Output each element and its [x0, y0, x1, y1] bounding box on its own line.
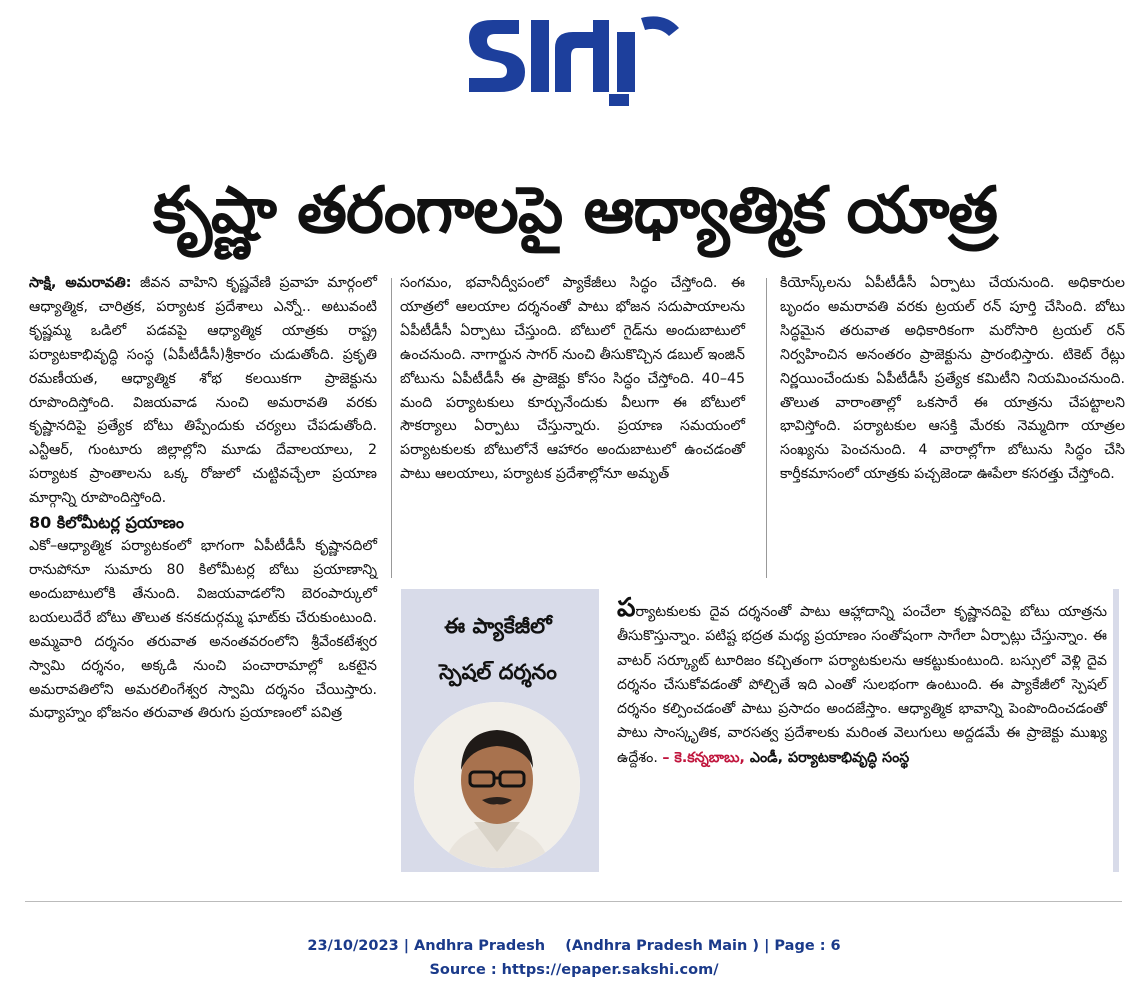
masthead: [0, 8, 1148, 110]
article-column-2: [400, 272, 745, 487]
quote-box-title-line: స్పెషల్ దర్శనం: [439, 660, 557, 684]
quote-box-title: [413, 603, 583, 695]
portrait-image: [414, 702, 580, 868]
drop-cap: ప: [617, 593, 636, 623]
quote-attribution-role: ఎండీ, పర్యాటకాభివృద్ధి సంస్థ: [744, 749, 910, 766]
subheading: 80 కిలోమీటర్ల ప్రయాణం: [29, 513, 185, 533]
quote-box-content: [599, 589, 1113, 872]
portrait-photo: [414, 702, 580, 868]
footer: [0, 934, 1148, 982]
quote-box: [401, 589, 1119, 872]
quote-body: ర్యాటకులకు దైవ దర్శనంతో పాటు ఆహ్లాదాన్ని పంచేలా కృష్ణానదిపై బోటు యాత్రను తీసుకొస్తున్నాం. పటిష్ట భద్రత మధ్య ప్రయాణం సంతోషంగా సాగేలా ఏర్పాట్లు చేస్తున్నాం. ఈ వాటర్ సర్క్యూట్ టూరిజం కచ్చితంగా పర్యాటకులను ఆకట్టుకుంటుంది. బస్సులో వెళ్లి దైవ దర్శనం చేసుకోవడంతో పోల్చితే ఇది ఎంతో సులభంగా ఉంటుంది. ఈ ప్యాకేజీలో స్పెషల్ దర్శనం కల్పించడంతో పాటు ప్రసాదం అందజేస్తాం. ఆధ్యాత్మిక భావాన్ని పెంపొందించడంతో పాటు సాంస్కృతిక, వారసత్వ ప్రదేశాలకు మరింత వెలుగులు అద్దడమే ఈ ప్రాజెక్టు ముఖ్య ఉద్దేశం.: [617, 604, 1107, 766]
article-column-3: [780, 272, 1125, 487]
quote-box-title-line: ఈ ప్యాకేజీలో: [444, 614, 552, 638]
quote-box-sidebar: [401, 589, 593, 872]
footer-source-link[interactable]: Source : https://epaper.sakshi.com/: [429, 962, 719, 978]
article-paragraph: జీవన వాహిని కృష్ణవేణి ప్రవాహ మార్గంలో ఆధ్యాత్మిక, చారిత్రక, పర్యాటక ప్రదేశాలు ఎన్నో.. అటువంటి కృష్ణమ్మ ఒడిలో పడవపై ఆధ్యాత్మిక యాత్రకు రాష్ట్ర పర్యాటకాభివృద్ధి సంస్థ (ఏపీటీడీసీ)శ్రీకారం చుడుతోంది. ప్రకృతి రమణీయత, ఆధ్యాత్మిక శోభ కలయికగా ప్రాజెక్టును రూపొందిస్తోంది. విజయవాడ నుంచి అమరావతి వరకు కృష్ణానదిపై ప్రత్యేక బోటు తిప్పేందుకు చర్యలు చేపడుతోంది. ఎన్టీఆర్, గుంటూరు జిల్లాల్లోని మూడు దేవాలయాలు, 2 పర్యాటక ప్రాంతాలను ఒక్క రోజులో చుట్టివచ్చేలా ప్రయాణ మార్గాన్ని రూపొందిస్తోంది.: [29, 275, 377, 507]
column-divider: [391, 278, 392, 578]
sakshi-logo: [459, 8, 689, 108]
footer-edition-line: 23/10/2023 | Andhra Pradesh (Andhra Pradesh Main ) | Page : 6: [307, 938, 841, 954]
article-paragraph: కియోస్క్‌లను ఏపీటీడీసీ ఏర్పాటు చేయనుంది. అధికారుల బృందం అమరావతి వరకు ట్రయల్ రన్ పూర్తి చేసింది. బోటు సిద్ధమైన తరువాత అధికారికంగా మరోసారి ట్రయల్ రన్ నిర్వహించిన అనంతరం ప్రాజెక్టును ప్రారంభిస్తారు. టికెట్ రేట్లు నిర్ణయించేందుకు ఏపీటీడీసీ ప్రత్యేక కమిటీని నియమించనుంది. తొలుత వారాంతాల్లో ఒకసారే ఈ యాత్రను చేపట్టాలని భావిస్తోంది. పర్యాటకుల ఆసక్తి మేరకు నెమ్మదిగా యాత్రల సంఖ్యను పెంచనుంది. 4 వారాల్లోగా బోటును సిద్ధం చేసి కార్తీకమాసంలో యాత్రకు పచ్చజెండా ఊపేలా కసరత్తు చేస్తోంది.: [780, 275, 1125, 483]
article-column-1: [29, 272, 377, 726]
article-paragraph: సంగమం, భవానీద్వీపంలో ప్యాకేజీలు సిద్ధం చేస్తోంది. ఈ యాత్రలో ఆలయాల దర్శనంతో పాటు భోజన సదుపాయాలను ఏపీటీడీసీ ఏర్పాటు చేస్తుంది. బోటులో గైడ్‌ను అందుబాటులో ఉంచనుంది. నాగార్జున సాగర్ నుంచి తీసుకొచ్చిన డబుల్ ఇంజిన్ బోటును ఏపీటీడీసీ ఈ ప్రాజెక్టు కోసం సిద్ధం చేస్తోంది. 40–45 మంది పర్యాటకులు కూర్చునేందుకు వీలుగా ఈ బోటులో సౌకర్యాలు ఏర్పాటు చేస్తున్నారు. ప్రయాణ సమయంలో పర్యాటకులకు బోటులోనే ఆహారం అందుబాటులో ఉంచడంతో పాటు ఆలయాలు, పర్యాటక ప్రదేశాల్లోనూ అమృత్: [400, 275, 745, 483]
dateline: సాక్షి, అమరావతి:: [29, 275, 132, 291]
quote-text: [617, 593, 1107, 770]
headline: కృష్ణా తరంగాలపై ఆధ్యాత్మిక యాత్ర: [152, 174, 998, 248]
article-paragraph: ఎకో–ఆధ్యాత్మిక పర్యాటకంలో భాగంగా ఏపీటీడీసీ కృష్ణానదిలో రానుపోనూ సుమారు 80 కిలోమీటర్ల బోటు ప్రయాణాన్ని అందుబాటులోకి తేనుంది. విజయవాడలోని బెరంపార్కులో బయలుదేరే బోటు తొలుత కనకదుర్గమ్మ ఘాట్‌కు చేరుకుంటుంది. అమ్మవారి దర్శనం తరువాత అనంతవరంలోని శ్రీవేంకటేశ్వర స్వామి దర్శనం, అక్కడి నుంచి పంచారామాల్లో ఒకటైన అమరావతిలోని అమరలింగేశ్వర స్వామి దర్శనం చేయిస్తారు. మధ్యాహ్నం భోజనం తరువాత తిరుగు ప్రయాణంలో పవిత్ర: [29, 538, 377, 722]
footer-divider: [25, 901, 1122, 902]
column-divider: [766, 278, 767, 578]
quote-attribution-name: – కె.కన్నబాబు,: [662, 749, 745, 766]
